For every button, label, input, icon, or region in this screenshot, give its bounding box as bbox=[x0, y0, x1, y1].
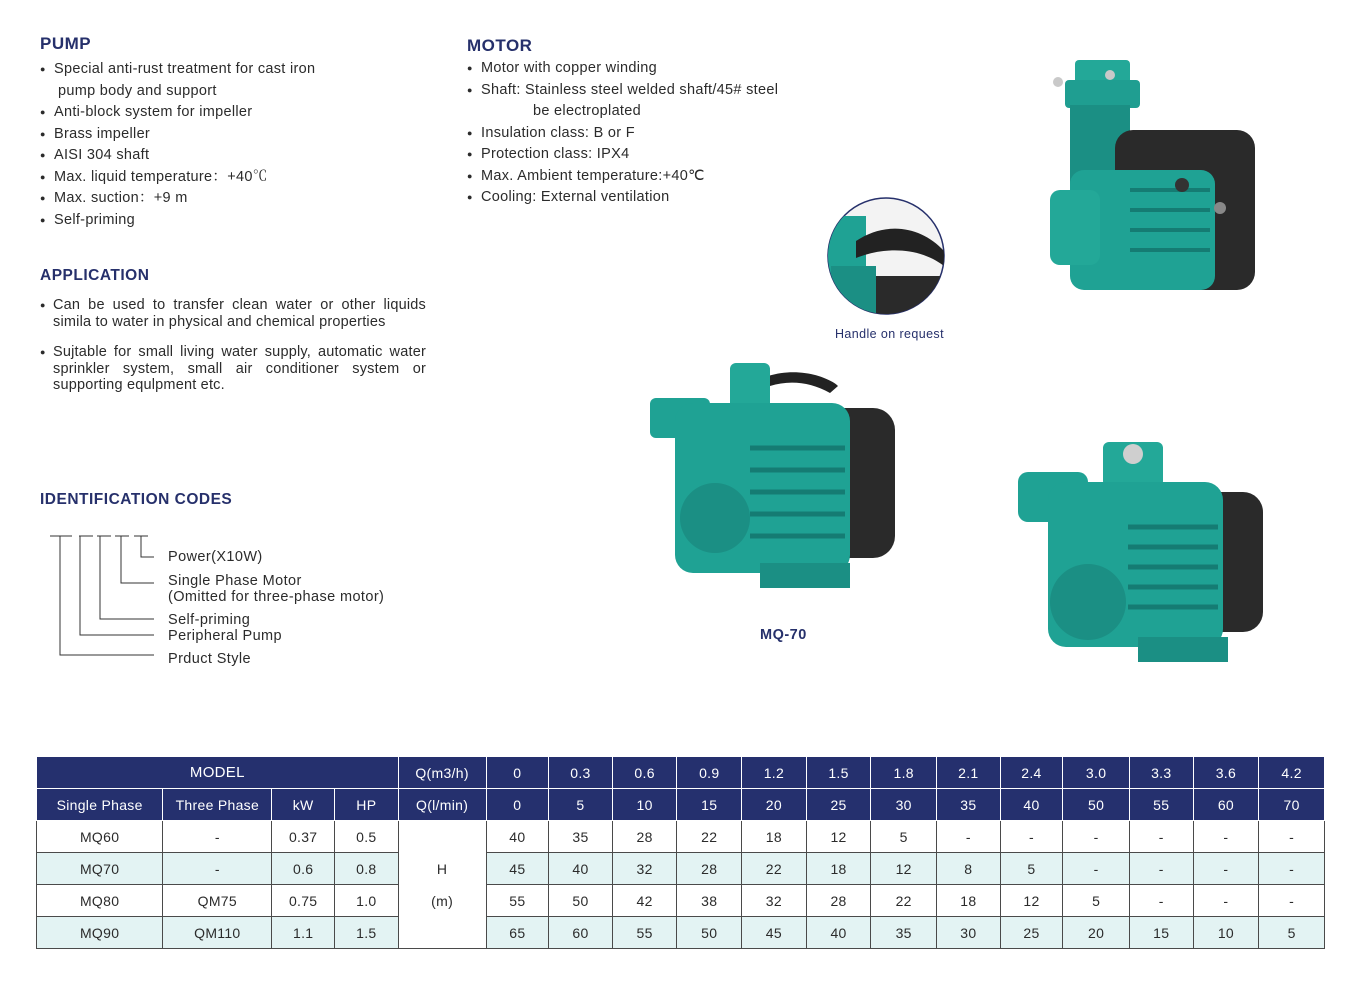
cell-head: 42 bbox=[612, 885, 677, 917]
header-flow-value: 10 bbox=[612, 789, 677, 821]
header-hp: HP bbox=[334, 789, 398, 821]
cell-head: 10 bbox=[1193, 917, 1259, 949]
cell-head: 50 bbox=[549, 885, 613, 917]
code-label-single-phase: Single Phase Motor bbox=[168, 573, 302, 589]
cell-head: 25 bbox=[1000, 917, 1063, 949]
list-item: ● Insulation class: B or F bbox=[467, 123, 827, 145]
cell-kw: 0.6 bbox=[272, 853, 335, 885]
header-flow-value: 20 bbox=[742, 789, 807, 821]
header-flow-value: 5 bbox=[549, 789, 613, 821]
cell-head: 12 bbox=[871, 853, 937, 885]
list-item-text: Shaft: Stainless steel welded shaft/45# steel bbox=[481, 81, 779, 98]
head-label-cell bbox=[398, 821, 486, 949]
code-label-three-phase-note: (Omitted for three-phase motor) bbox=[168, 589, 385, 605]
cell-three-phase: QM110 bbox=[163, 917, 272, 949]
cell-head: 22 bbox=[742, 853, 807, 885]
cell-three-phase: QM75 bbox=[163, 885, 272, 917]
cell-head: 40 bbox=[486, 821, 549, 853]
cell-single-phase: MQ70 bbox=[37, 853, 163, 885]
header-kw: kW bbox=[272, 789, 335, 821]
header-flow-value: 1.8 bbox=[871, 757, 937, 789]
cell-kw: 1.1 bbox=[272, 917, 335, 949]
cell-head: 40 bbox=[549, 853, 613, 885]
application-heading: APPLICATION bbox=[40, 267, 150, 284]
table-row bbox=[37, 821, 1325, 853]
table-row bbox=[37, 853, 1325, 885]
cell-kw: 0.37 bbox=[272, 821, 335, 853]
cell-head: - bbox=[1259, 821, 1325, 853]
header-flow-value: 3.6 bbox=[1193, 757, 1259, 789]
cell-head: - bbox=[1063, 853, 1130, 885]
cell-head: - bbox=[1193, 885, 1259, 917]
identification-heading: IDENTIFICATION CODES bbox=[40, 491, 233, 508]
table-header-row-flow-lmin bbox=[37, 789, 1325, 821]
code-label-peripheral-pump: Peripheral Pump bbox=[168, 628, 282, 644]
list-item: ● Anti-block system for impeller bbox=[40, 102, 370, 124]
cell-head: 40 bbox=[806, 917, 871, 949]
header-flow-value: 3.0 bbox=[1063, 757, 1130, 789]
header-flow-value: 0 bbox=[486, 757, 549, 789]
cell-head: - bbox=[1129, 885, 1193, 917]
list-item-text: Special anti-rust treatment for cast iron bbox=[54, 61, 316, 77]
header-model: MODEL bbox=[37, 757, 399, 789]
cell-head: 35 bbox=[871, 917, 937, 949]
cell-single-phase: MQ80 bbox=[37, 885, 163, 917]
cell-hp: 1.0 bbox=[334, 885, 398, 917]
cell-head: - bbox=[1000, 821, 1063, 853]
code-label-self-priming: Self-priming bbox=[168, 612, 251, 628]
cell-head: - bbox=[1063, 821, 1130, 853]
cell-head: 5 bbox=[1063, 885, 1130, 917]
list-item: ● Brass impeller bbox=[40, 124, 370, 146]
cell-three-phase: - bbox=[163, 821, 272, 853]
cell-hp: 0.5 bbox=[334, 821, 398, 853]
header-flow-value: 3.3 bbox=[1129, 757, 1193, 789]
table-header-row-flow-m3h bbox=[37, 757, 1325, 789]
list-item bbox=[40, 59, 370, 102]
handle-detail-image bbox=[826, 196, 946, 316]
cell-head: 15 bbox=[1129, 917, 1193, 949]
code-label-power: Power(X10W) bbox=[168, 549, 263, 565]
cell-head: - bbox=[1193, 821, 1259, 853]
list-item: ● Max. suction：+9 m bbox=[40, 188, 370, 210]
header-flow-value: 2.1 bbox=[937, 757, 1001, 789]
cell-head: 55 bbox=[612, 917, 677, 949]
list-item: ● Cooling: External ventilation bbox=[467, 187, 827, 209]
cell-head: 55 bbox=[486, 885, 549, 917]
cell-head: 28 bbox=[612, 821, 677, 853]
header-flow-value: 0 bbox=[486, 789, 549, 821]
header-flow-value: 25 bbox=[806, 789, 871, 821]
list-item: ● Motor with copper winding bbox=[467, 58, 827, 80]
motor-heading: MOTOR bbox=[467, 36, 533, 55]
header-flow-value: 70 bbox=[1259, 789, 1325, 821]
cell-head: 30 bbox=[937, 917, 1001, 949]
header-flow-value: 0.9 bbox=[677, 757, 742, 789]
cell-single-phase: MQ60 bbox=[37, 821, 163, 853]
list-item: ● Max. Ambient temperature:+40℃ bbox=[467, 166, 827, 188]
list-item: ● Sujtable for small living water supply, automatic water sprinkler system, small air conditioner system or supporting equlpment etc. bbox=[40, 344, 426, 394]
cell-head: 20 bbox=[1063, 917, 1130, 949]
performance-table bbox=[36, 756, 1325, 949]
list-item-text-continued: be electroplated bbox=[533, 103, 641, 119]
header-flow-value: 35 bbox=[937, 789, 1001, 821]
cell-head: 5 bbox=[871, 821, 937, 853]
cell-head: - bbox=[1259, 853, 1325, 885]
header-flow-value: 60 bbox=[1193, 789, 1259, 821]
cell-head: 50 bbox=[677, 917, 742, 949]
cell-head: 28 bbox=[677, 853, 742, 885]
cell-head: 65 bbox=[486, 917, 549, 949]
code-label-product-style: Prduct Style bbox=[168, 651, 251, 667]
cell-head: 8 bbox=[937, 853, 1001, 885]
list-item: ● Self-priming bbox=[40, 210, 370, 232]
list-item-text-continued: pump body and support bbox=[58, 82, 217, 99]
cell-head: 22 bbox=[871, 885, 937, 917]
cell-head: 5 bbox=[1000, 853, 1063, 885]
cell-head: 12 bbox=[806, 821, 871, 853]
model-caption: MQ-70 bbox=[760, 627, 807, 643]
header-flow-value: 0.3 bbox=[549, 757, 613, 789]
cell-head: 18 bbox=[937, 885, 1001, 917]
cell-head: 5 bbox=[1259, 917, 1325, 949]
header-flow-value: 0.6 bbox=[612, 757, 677, 789]
cell-head: 60 bbox=[549, 917, 613, 949]
header-flow-value: 1.5 bbox=[806, 757, 871, 789]
list-item: ● Protection class: IPX4 bbox=[467, 144, 827, 166]
pump-image-angled bbox=[1018, 442, 1268, 667]
head-label: H bbox=[436, 860, 448, 877]
cell-head: 35 bbox=[549, 821, 613, 853]
head-unit: (m) bbox=[431, 892, 454, 909]
motor-feature-list bbox=[467, 58, 827, 209]
cell-head: 38 bbox=[677, 885, 742, 917]
pump-heading: PUMP bbox=[40, 34, 92, 53]
cell-head: - bbox=[1193, 853, 1259, 885]
cell-head: 18 bbox=[742, 821, 807, 853]
cell-three-phase: - bbox=[163, 853, 272, 885]
application-list bbox=[40, 297, 426, 394]
pump-image-vertical bbox=[1030, 60, 1270, 300]
header-flow-unit-m3h: Q(m3/h) bbox=[398, 757, 486, 789]
pump-feature-list bbox=[40, 59, 370, 231]
list-item: ● Can be used to transfer clean water or other liquids simila to water in physical and chemical properties bbox=[40, 297, 426, 330]
table-row bbox=[37, 885, 1325, 917]
cell-head: - bbox=[1259, 885, 1325, 917]
list-item: ● Max. liquid temperature：+40℃ bbox=[40, 167, 370, 189]
list-item bbox=[467, 80, 827, 123]
cell-head: 45 bbox=[742, 917, 807, 949]
cell-head: 32 bbox=[612, 853, 677, 885]
cell-head: 32 bbox=[742, 885, 807, 917]
header-flow-value: 4.2 bbox=[1259, 757, 1325, 789]
cell-head: - bbox=[937, 821, 1001, 853]
pump-image-mq70 bbox=[650, 358, 900, 594]
header-flow-value: 1.2 bbox=[742, 757, 807, 789]
cell-hp: 0.8 bbox=[334, 853, 398, 885]
cell-head: 28 bbox=[806, 885, 871, 917]
cell-head: - bbox=[1129, 853, 1193, 885]
cell-head: 22 bbox=[677, 821, 742, 853]
handle-caption: Handle on request bbox=[835, 327, 944, 341]
header-flow-unit-lmin: Q(l/min) bbox=[398, 789, 486, 821]
header-flow-value: 55 bbox=[1129, 789, 1193, 821]
header-flow-value: 2.4 bbox=[1000, 757, 1063, 789]
cell-hp: 1.5 bbox=[334, 917, 398, 949]
header-flow-value: 15 bbox=[677, 789, 742, 821]
cell-head: 45 bbox=[486, 853, 549, 885]
header-flow-value: 40 bbox=[1000, 789, 1063, 821]
cell-head: 18 bbox=[806, 853, 871, 885]
cell-single-phase: MQ90 bbox=[37, 917, 163, 949]
table-row bbox=[37, 917, 1325, 949]
header-flow-value: 30 bbox=[871, 789, 937, 821]
cell-head: 12 bbox=[1000, 885, 1063, 917]
header-single-phase: Single Phase bbox=[37, 789, 163, 821]
header-three-phase: Three Phase bbox=[163, 789, 272, 821]
header-flow-value: 50 bbox=[1063, 789, 1130, 821]
cell-kw: 0.75 bbox=[272, 885, 335, 917]
list-item: ● AISI 304 shaft bbox=[40, 145, 370, 167]
cell-head: - bbox=[1129, 821, 1193, 853]
